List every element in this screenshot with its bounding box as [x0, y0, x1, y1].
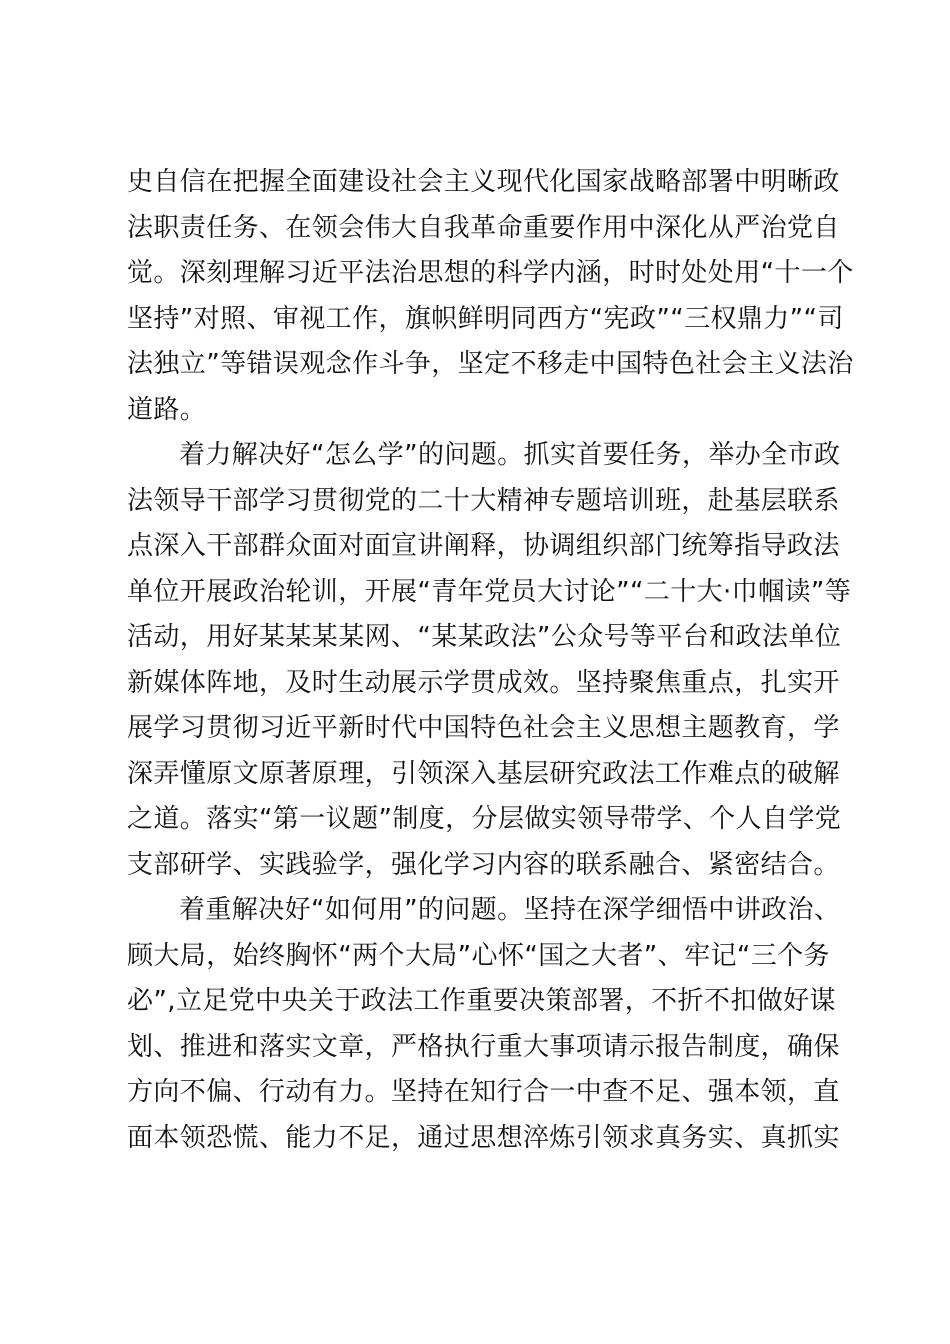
text-line: 活动，用好某某某某网、“某某政法”公众号等平台和政法单位	[127, 622, 842, 652]
text-line: 史自信在把握全面建设社会主义现代化国家战略部署中明晰政	[127, 167, 840, 197]
text-line: 展学习贯彻习近平新时代中国特色社会主义思想主题教育，学	[127, 713, 840, 743]
paragraph-first-line: 着力解决好“怎么学”的问题。抓实首要任务，举办全市政	[179, 440, 841, 470]
text-line: 法领导干部学习贯彻党的二十大精神专题培训班，赴基层联系	[127, 485, 840, 516]
text-line: 法独立”等错误观念作斗争，坚定不移走中国特色社会主义法治	[127, 349, 854, 379]
text-line: 划、推进和落实文章，严格执行重大事项请示报告制度，确保	[127, 1031, 840, 1062]
text-line: 法职责任务、在领会伟大自我革命重要作用中深化从严治党自	[127, 212, 840, 243]
text-line: 点深入干部群众面对面宣讲阐释，协调组织部门统筹指导政法	[127, 531, 840, 561]
text-line: 支部研学、实践验学，强化学习内容的联系融合、紧密结合。	[127, 849, 840, 880]
text-line: 必”,立足党中央关于政法工作重要决策部署，不折不扣做好谋	[127, 986, 836, 1016]
text-line: 新媒体阵地，及时生动展示学贯成效。坚持聚焦重点，扎实开	[127, 667, 840, 698]
text-line: 觉。深刻理解习近平法治思想的科学内涵，时时处处用“十一个	[127, 258, 854, 288]
paragraph-first-line: 着重解决好“如何用”的问题。坚持在深学细悟中讲政治、	[179, 895, 841, 925]
text-line: 单位开展政治轮训，开展“青年党员大讨论”“二十大·巾帼读”等	[127, 576, 852, 607]
text-line: 之道。落实“第一议题”制度，分层做实领导带学、个人自学党	[127, 804, 842, 834]
text-line: 顾大局，始终胸怀“两个大局”心怀“国之大者”、牢记“三个务	[127, 940, 830, 971]
text-line: 方向不偏、行动有力。坚持在知行合一中查不足、强本领，直	[127, 1077, 840, 1107]
text-line: 道路。	[127, 394, 207, 425]
text-line: 深弄懂原文原著原理，引领深入基层研究政法工作难点的破解	[127, 758, 840, 789]
document-body	[127, 160, 854, 1161]
text-line: 面本领恐慌、能力不足，通过思想淬炼引领求真务实、真抓实	[127, 1122, 840, 1153]
text-line: 坚持”对照、审视工作，旗帜鲜明同西方“宪政”“三权鼎力”“司	[127, 303, 844, 334]
